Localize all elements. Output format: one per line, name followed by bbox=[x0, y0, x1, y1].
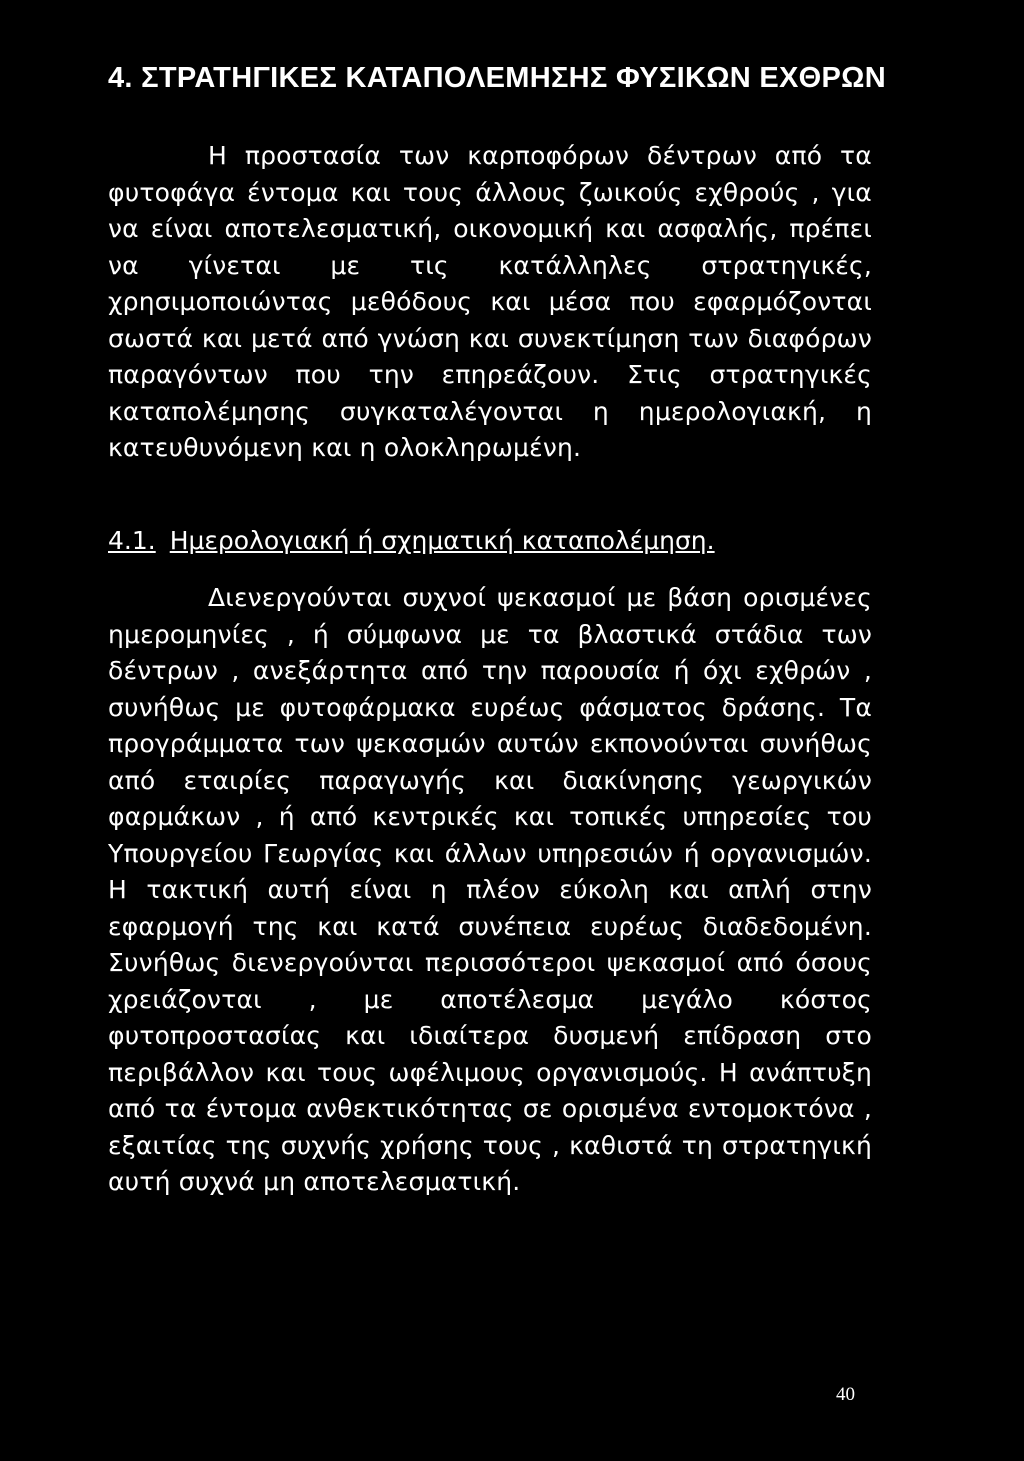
section-heading: 4. ΣΤΡΑΤΗΓΙΚΕΣ ΚΑΤΑΠΟΛΕΜΗΣΗΣ ΦΥΣΙΚΩΝ ΕΧΘΡΩΝ bbox=[108, 62, 886, 94]
subsection-number: 4.1. bbox=[108, 526, 156, 555]
subsection-body-paragraph: Διενεργούνται συχνοί ψεκασμοί με βάση ορισμένες ημερομηνίες , ή σύμφωνα με τα βλαστικά στάδια των δέντρων , ανεξάρτητα από την παρουσία ή όχι εχθρών , συνήθως με φυτοφάρμακα ευρέως φάσματος δράσης. Τα προγράμματα των ψεκασμών αυτών εκπονούνται συνήθως από εταιρίες παραγωγής και διακίνησης γεωργικών φαρμάκων , ή από κεντρικές και τοπικές υπηρεσίες του Υπουργείου Γεωργίας και άλλων υπηρεσιών ή οργανισμών. Η τακτική αυτή είναι η πλέον εύκολη και απλή στην εφαρμογή της και κατά συνέπεια ευρέως διαδεδομένη. Συνήθως διενεργούνται περισσότεροι ψεκασμοί από όσους χρειάζονται , με αποτέλεσμα μεγάλο κόστος φυτοπροστασίας και ιδιαίτερα δυσμενή επίδραση στο περιβάλλον και τους ωφέλιμους οργανισμούς. Η ανάπτυξη από τα έντομα ανθεκτικότητας σε ορισμένα εντομοκτόνα , εξαιτίας της συχνής χρήσης τους , καθιστά τη στρατηγική αυτή συχνά μη αποτελεσματική. bbox=[108, 583, 872, 1196]
subsection-title: Ημερολογιακή ή σχηματική καταπολέμηση. bbox=[169, 526, 715, 555]
subsection-heading bbox=[108, 526, 715, 555]
page-number: 40 bbox=[836, 1384, 855, 1405]
intro-paragraph: Η προστασία των καρποφόρων δέντρων από τα φυτοφάγα έντομα και τους άλλους ζωικούς εχθρούς , για να είναι αποτελεσματική, οικονομική και ασφαλής, πρέπει να γίνεται με τις κατάλληλες στρατηγικές, χρησιμοποιώντας μεθόδους και μέσα που εφαρμόζονται σωστά και μετά από γνώση και συνεκτίμηση των διαφόρων παραγόντων που την επηρεάζουν. Στις στρατηγικές καταπολέμησης συγκαταλέγονται η ημερολογιακή, η κατευθυνόμενη και η ολοκληρωμένη. bbox=[108, 141, 872, 462]
